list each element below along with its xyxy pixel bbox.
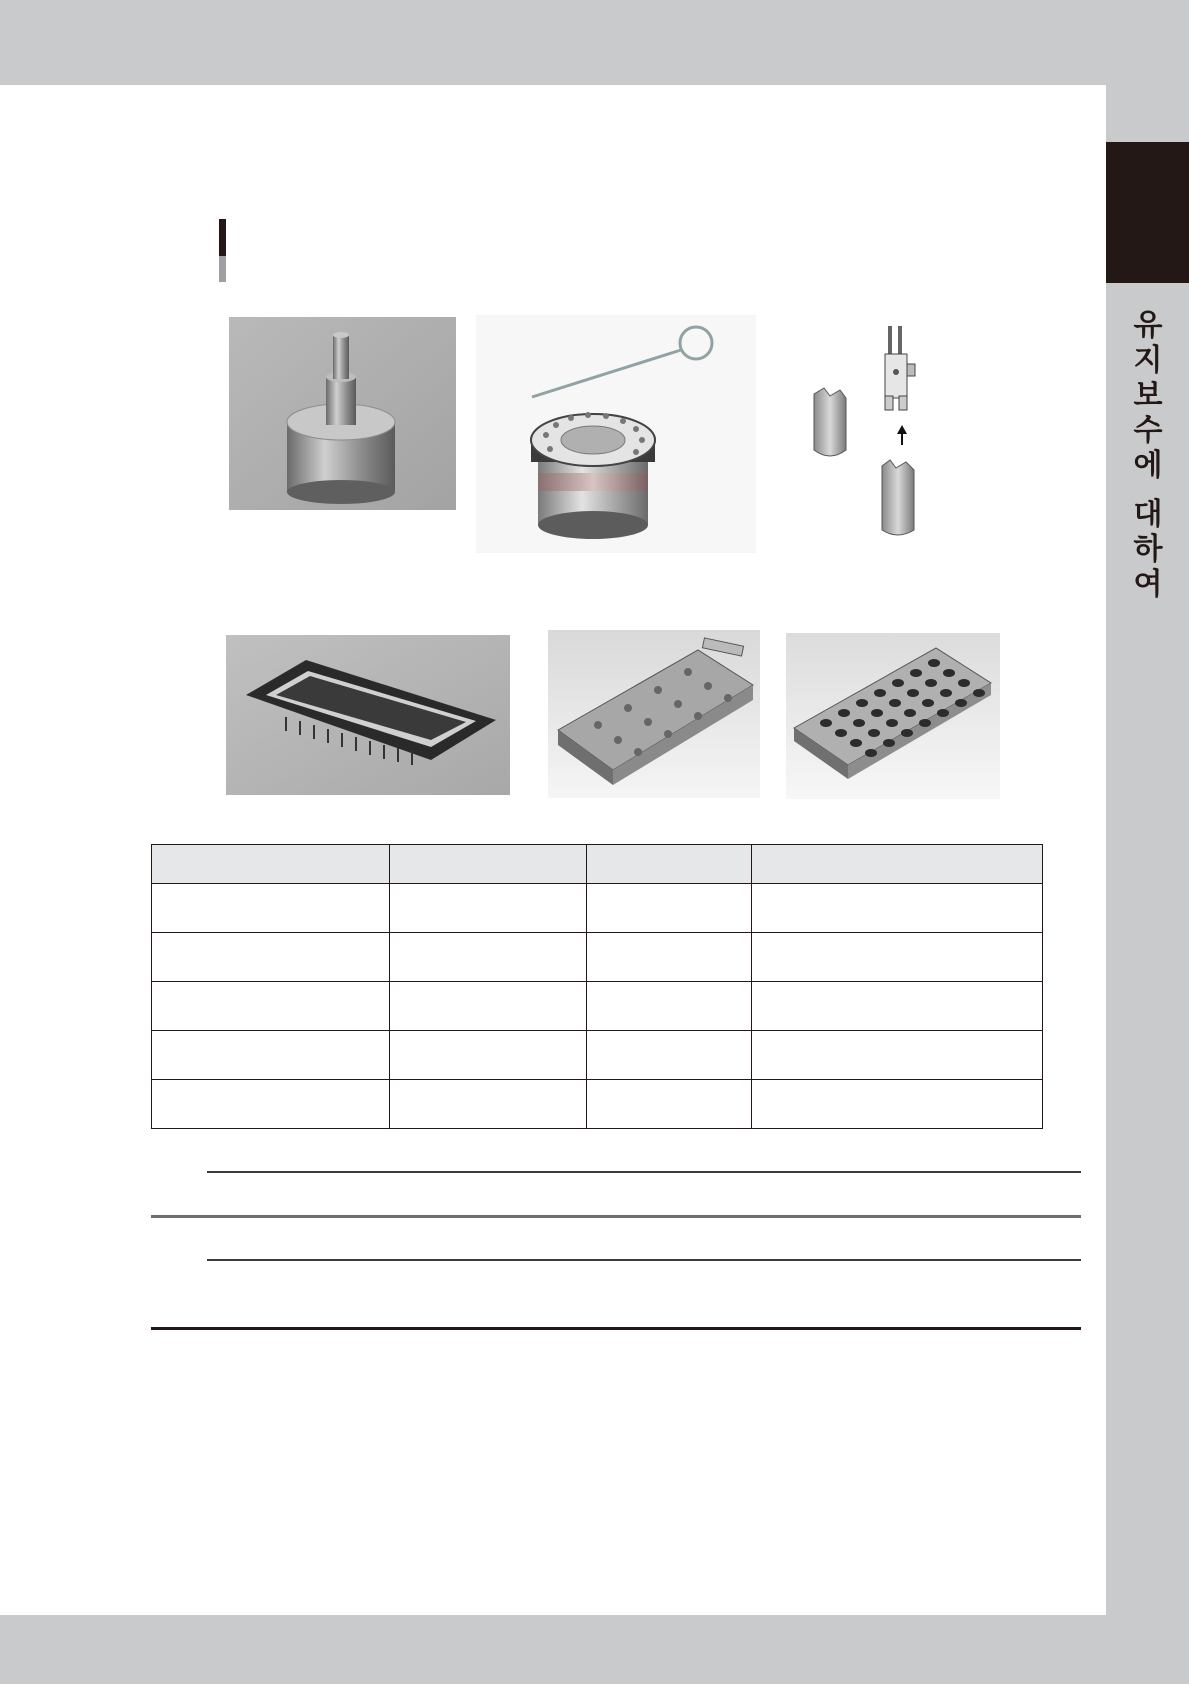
side-tab-char: 유 — [1133, 308, 1163, 343]
table-header-row — [152, 845, 1043, 884]
table-row — [152, 1031, 1043, 1080]
side-tab-char: 여 — [1133, 567, 1163, 602]
side-tab-gap — [1124, 483, 1172, 497]
table-cell — [752, 933, 1043, 982]
spec-table — [151, 844, 1043, 1129]
table-header-cell — [389, 845, 587, 884]
table-cell — [389, 982, 587, 1031]
side-tab-label — [1124, 308, 1172, 602]
table-row — [152, 1080, 1043, 1129]
side-tab-char: 하 — [1133, 532, 1163, 567]
table-cell — [152, 884, 390, 933]
table-cell — [752, 884, 1043, 933]
table-header-cell — [587, 845, 752, 884]
table-cell — [389, 933, 587, 982]
table-cell — [152, 982, 390, 1031]
table-cell — [152, 1031, 390, 1080]
table-row — [152, 982, 1043, 1031]
table-header-cell — [152, 845, 390, 884]
table-cell — [587, 1080, 752, 1129]
socket-frame-image — [226, 635, 510, 795]
side-tab-char: 에 — [1133, 448, 1163, 483]
table-cell — [752, 1031, 1043, 1080]
table-cell — [587, 982, 752, 1031]
note-rule-bottom — [151, 1327, 1081, 1330]
tool-weight-image — [229, 317, 456, 510]
ring-clamp-image — [476, 315, 756, 553]
table-cell — [752, 1080, 1043, 1129]
table-cell — [587, 1031, 752, 1080]
table-header-cell — [752, 845, 1043, 884]
table-cell — [152, 933, 390, 982]
table-cell — [752, 982, 1043, 1031]
note-rule-divider — [151, 1215, 1081, 1218]
side-tab-char: 대 — [1133, 497, 1163, 532]
table-cell — [587, 933, 752, 982]
table-cell — [389, 884, 587, 933]
table-row — [152, 933, 1043, 982]
nozzle-plate-image — [786, 633, 1000, 799]
side-tab-char: 수 — [1133, 413, 1163, 448]
side-tab-char: 지 — [1133, 343, 1163, 378]
table-row — [152, 884, 1043, 933]
section-heading-marker — [219, 219, 226, 282]
table-cell — [389, 1080, 587, 1129]
note-rule-top — [207, 1171, 1081, 1173]
table-cell — [389, 1031, 587, 1080]
side-tab-char: 보 — [1133, 378, 1163, 413]
table-cell — [152, 1080, 390, 1129]
carrier-plate-image — [548, 630, 760, 798]
table-cell — [587, 884, 752, 933]
side-tab-block — [1106, 142, 1189, 283]
note-rule-middle — [207, 1259, 1081, 1261]
nozzle-tip-image — [800, 320, 930, 540]
